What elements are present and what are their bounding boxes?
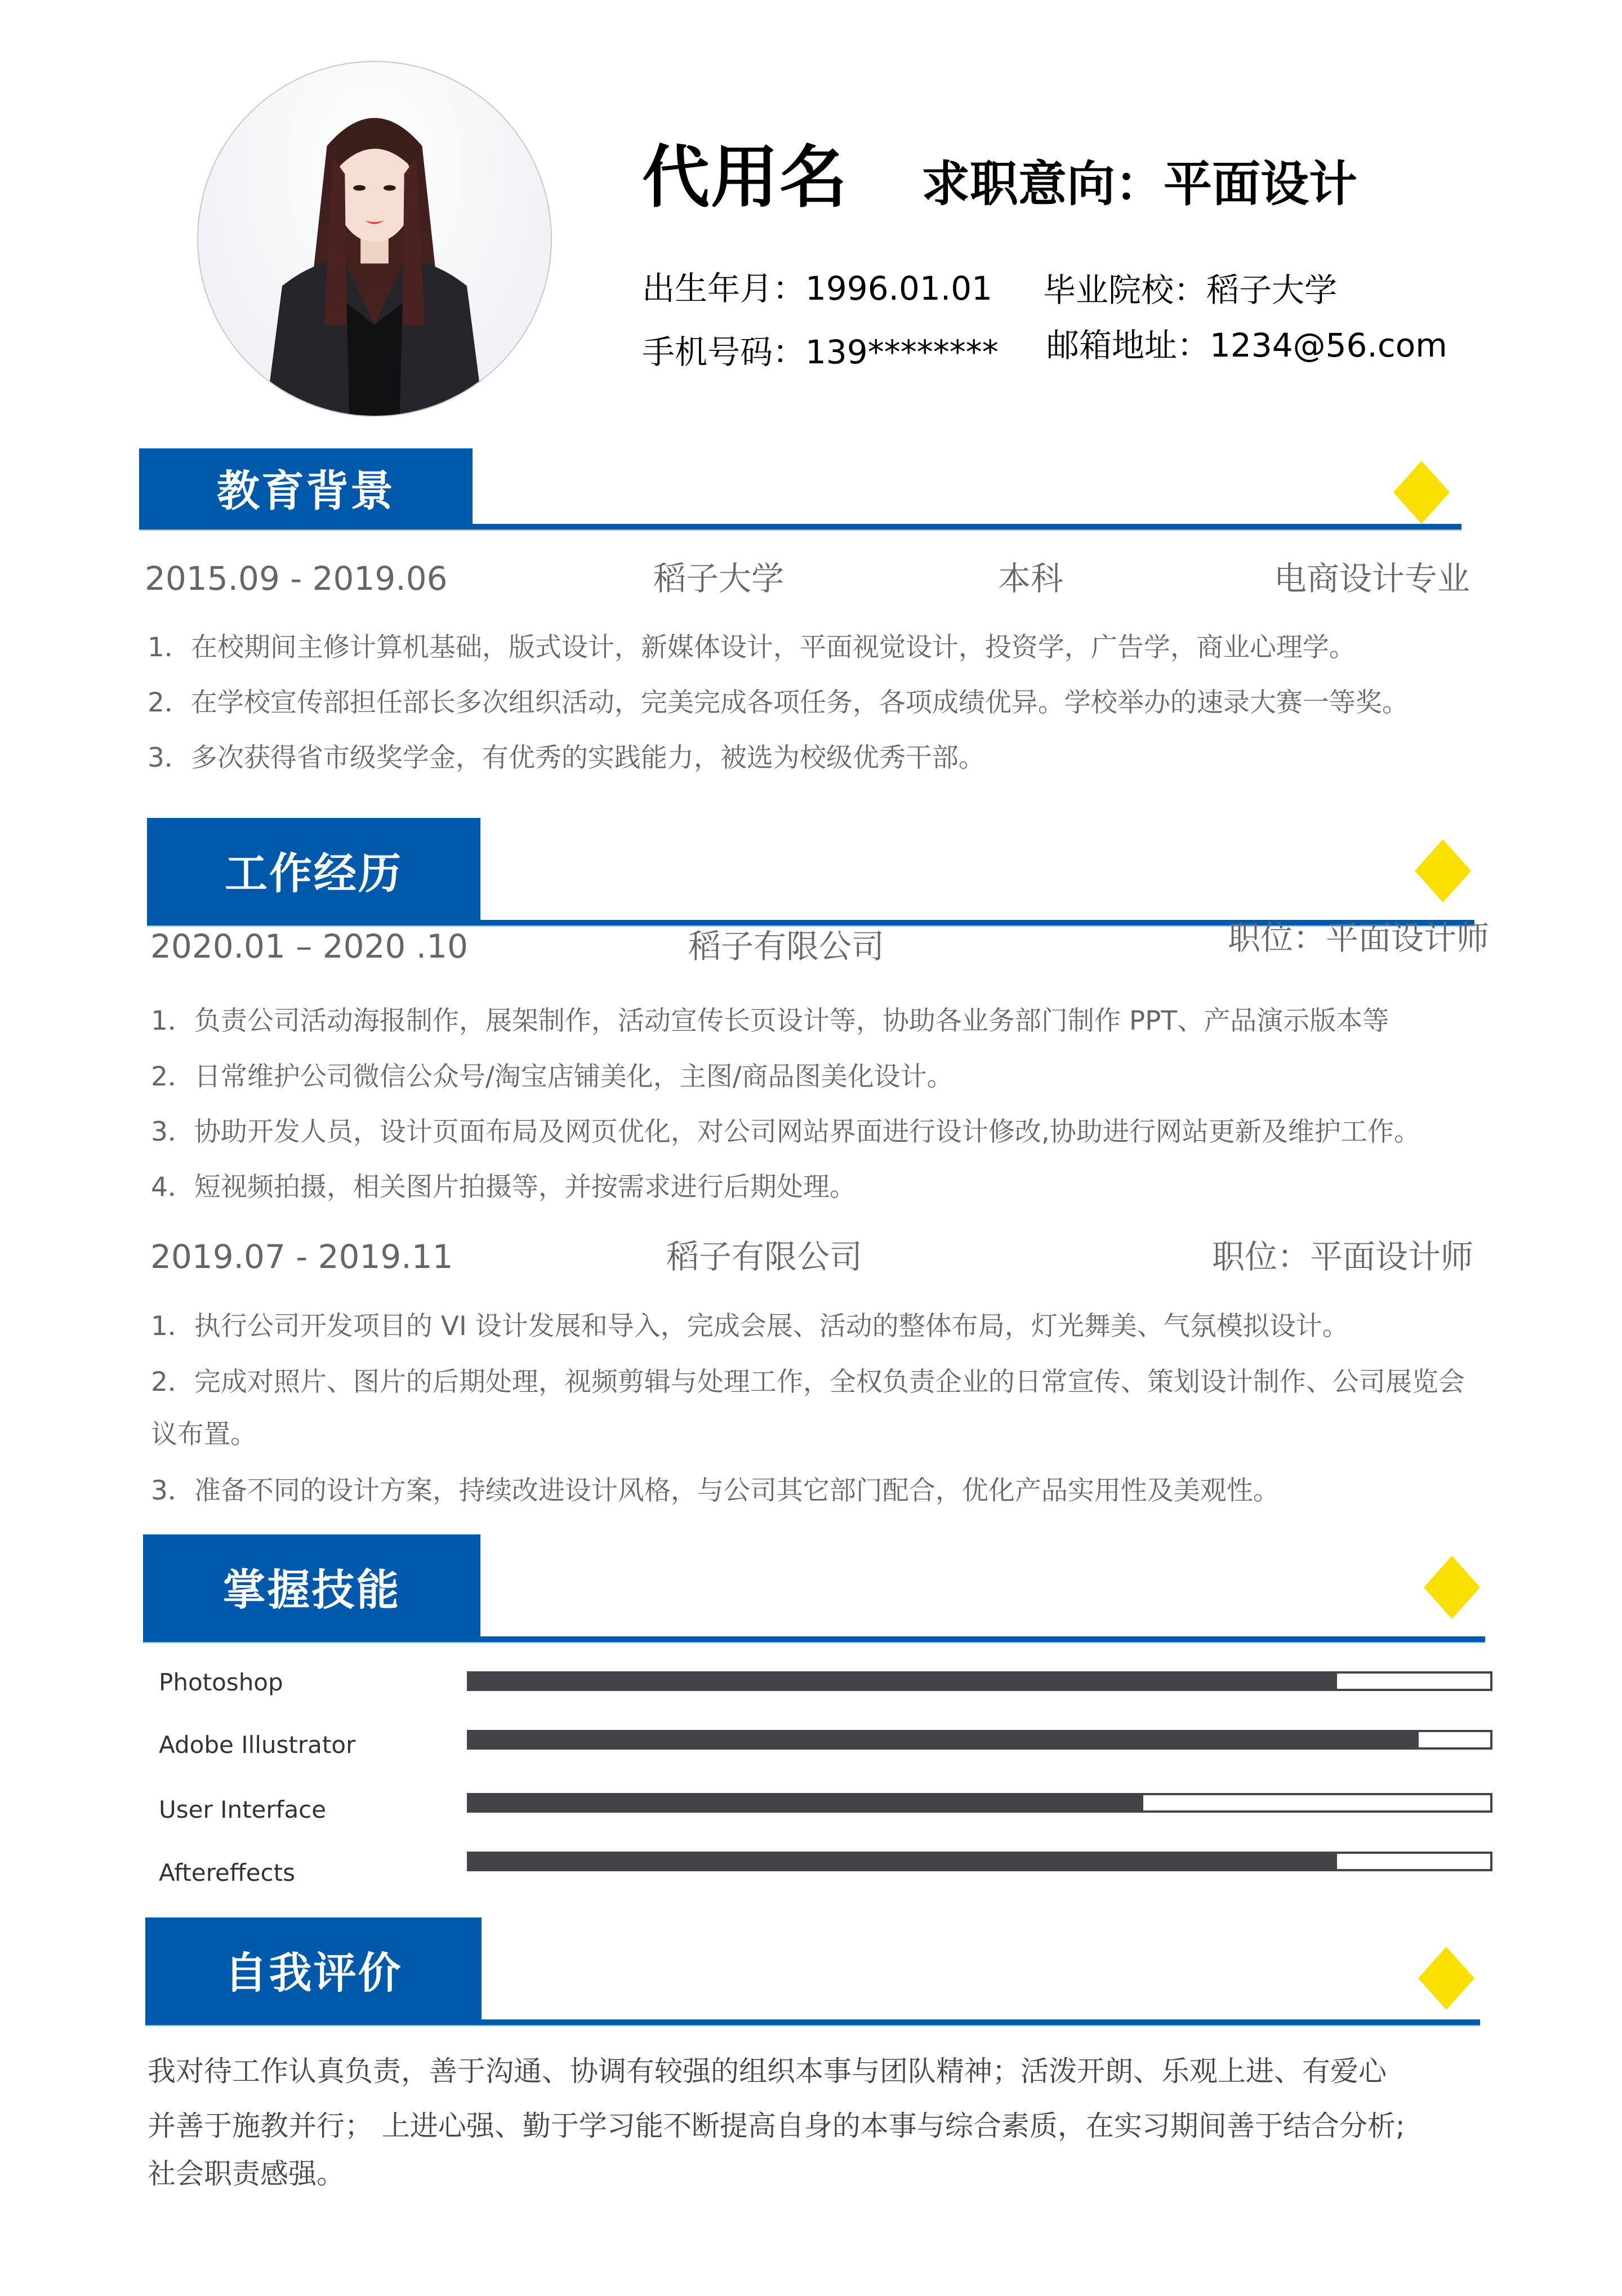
job-item: 3．协助开发人员，设计页面布局及网页优化，对公司网站界面进行设计修改,协助进行网站更新及维护工作。 <box>151 1116 1420 1147</box>
job-item: 2．完成对照片、图片的后期处理，视频剪辑与处理工作，全权负责企业的日常宣传、策划设计制作、公司展览会 <box>151 1367 1465 1398</box>
education-item: 3．多次获得省市级奖学金，有优秀的实践能力，被选为校级优秀干部。 <box>148 742 985 773</box>
skill-bar-user-interface <box>467 1793 1492 1813</box>
self-evaluation-line: 社会职责感强。 <box>148 2157 345 2190</box>
skill-bar-aftereffects <box>467 1852 1492 1871</box>
job-item: 4．短视频拍摄，相关图片拍摄等，并按需求进行后期处理。 <box>151 1172 856 1203</box>
birth-date: 出生年月：1996.01.01 <box>642 269 993 308</box>
section-divider <box>143 1636 1485 1643</box>
section-divider <box>139 524 1461 531</box>
candidate-name: 代用名 <box>642 139 848 217</box>
section-title-work: 工作经历 <box>147 818 480 922</box>
education-school: 稻子大学 <box>653 559 785 598</box>
job-item: 议布置。 <box>151 1419 257 1450</box>
section-title-education: 教育背景 <box>139 448 473 526</box>
job-period: 2019.07 - 2019.11 <box>150 1238 453 1276</box>
skill-bar-fill <box>469 1795 1143 1810</box>
skill-bar-illustrator <box>467 1730 1492 1750</box>
skill-label: User Interface <box>159 1796 327 1823</box>
diamond-decoration-icon <box>1424 1556 1480 1619</box>
skill-label: Photoshop <box>159 1668 283 1696</box>
job-period: 2020.01 – 2020 .10 <box>150 927 468 965</box>
self-evaluation-line: 并善于施教并行； 上进心强、勤于学习能不断提高自身的本事与综合素质，在实习期间善于结合分析; <box>148 2110 1405 2142</box>
section-title-self-evaluation: 自我评价 <box>145 1917 482 2021</box>
education-degree: 本科 <box>998 559 1064 598</box>
skill-bar-fill <box>469 1674 1337 1689</box>
job-item: 1．负责公司活动海报制作，展架制作，活动宣传长页设计等，协助各业务部门制作 PPT、产品演示版本等 <box>151 1005 1389 1036</box>
job-intent: 求职意向：平面设计 <box>921 156 1357 212</box>
job-item: 1．执行公司开发项目的 VI 设计发展和导入，完成会展、活动的整体布局，灯光舞美、气氛模拟设计。 <box>151 1311 1349 1342</box>
job-position: 职位：平面设计师 <box>1212 1238 1474 1276</box>
diamond-decoration-icon <box>1415 839 1471 902</box>
person-portrait-icon <box>198 62 551 416</box>
profile-photo <box>197 61 552 417</box>
section-divider <box>145 2019 1480 2026</box>
skill-bar-photoshop <box>467 1671 1492 1691</box>
job-item: 2．日常维护公司微信公众号/淘宝店铺美化，主图/商品图美化设计。 <box>151 1061 953 1092</box>
education-major: 电商设计专业 <box>1274 559 1471 598</box>
section-title-skills: 掌握技能 <box>143 1534 480 1638</box>
job-item: 3．准备不同的设计方案，持续改进设计风格，与公司其它部门配合，优化产品实用性及美观性。 <box>151 1475 1280 1506</box>
email-address: 邮箱地址：1234@56.com <box>1046 326 1447 364</box>
phone-number: 手机号码：139******** <box>642 333 999 371</box>
job-company: 稻子有限公司 <box>666 1238 863 1276</box>
skill-bar-fill <box>469 1732 1419 1747</box>
self-evaluation-line: 我对待工作认真负责，善于沟通、协调有较强的组织本事与团队精神；活泼开朗、乐观上进、有爱心 <box>148 2055 1387 2088</box>
skill-label: Adobe Illustrator <box>159 1731 356 1759</box>
education-item: 2．在学校宣传部担任部长多次组织活动，完美完成各项任务，各项成绩优异。学校举办的速录大赛一等奖。 <box>148 687 1409 718</box>
diamond-decoration-icon <box>1418 1947 1474 2010</box>
education-item: 1．在校期间主修计算机基础，版式设计，新媒体设计，平面视觉设计，投资学，广告学，商业心理学。 <box>148 632 1356 663</box>
education-period: 2015.09 - 2019.06 <box>145 559 448 598</box>
job-company: 稻子有限公司 <box>688 927 885 965</box>
skill-label: Aftereffects <box>159 1859 295 1886</box>
skill-bar-fill <box>469 1854 1337 1869</box>
graduate-school: 毕业院校：稻子大学 <box>1043 271 1338 309</box>
job-position: 职位：平面设计师 <box>1228 919 1490 957</box>
diamond-decoration-icon <box>1393 461 1450 524</box>
